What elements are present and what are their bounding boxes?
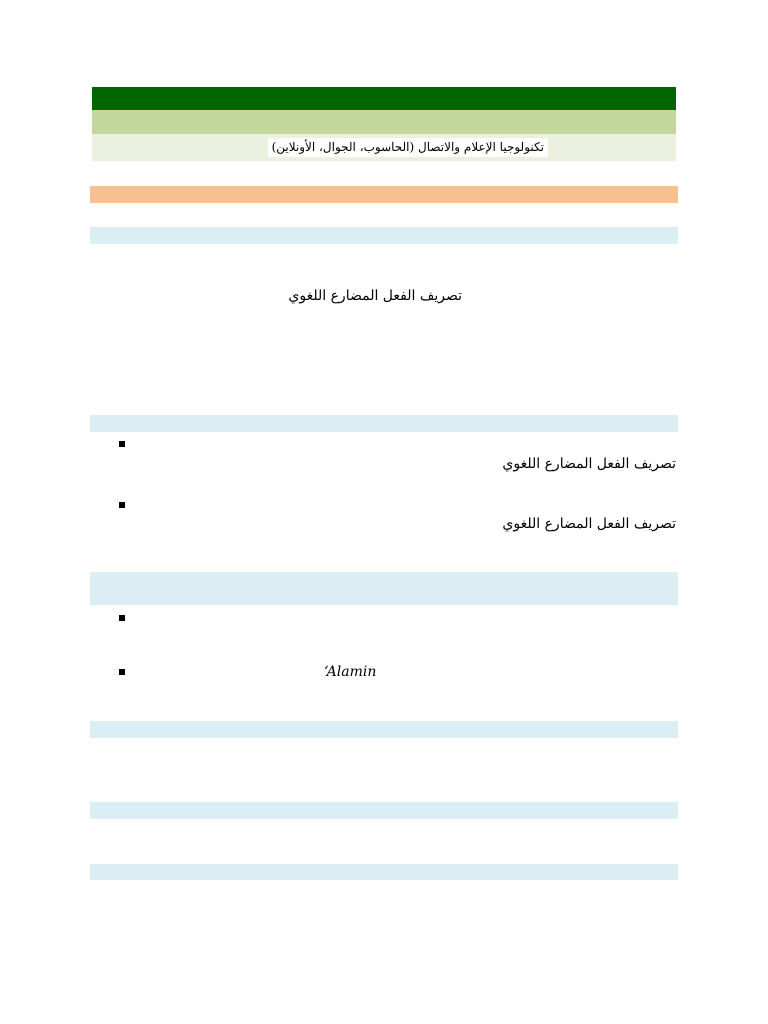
- section-band-blue-6: [90, 864, 678, 880]
- list-item: تصريف الفعل المضارع اللغوي: [502, 456, 676, 472]
- bullet-marker: [119, 502, 125, 508]
- subject-label: تكنولوجيا الإعلام والاتصال (الحاسوب، الجوال، الأونلاين): [268, 138, 548, 157]
- section-band-blue-5: [90, 802, 678, 819]
- section-band-orange: [90, 186, 678, 203]
- header-band-light-green: [92, 110, 676, 134]
- section-band-blue-2: [90, 415, 678, 432]
- lesson-title: تصريف الفعل المضارع اللغوي: [288, 288, 462, 304]
- bullet-marker: [119, 669, 125, 675]
- section-band-blue-3: [90, 572, 678, 605]
- section-band-blue-4: [90, 721, 678, 738]
- section-band-blue-1: [90, 227, 678, 244]
- latin-word: ‘Alamin: [324, 664, 377, 680]
- list-item: تصريف الفعل المضارع اللغوي: [502, 516, 676, 532]
- header-band-dark-green: [92, 87, 676, 110]
- bullet-marker: [119, 441, 125, 447]
- bullet-marker: [119, 615, 125, 621]
